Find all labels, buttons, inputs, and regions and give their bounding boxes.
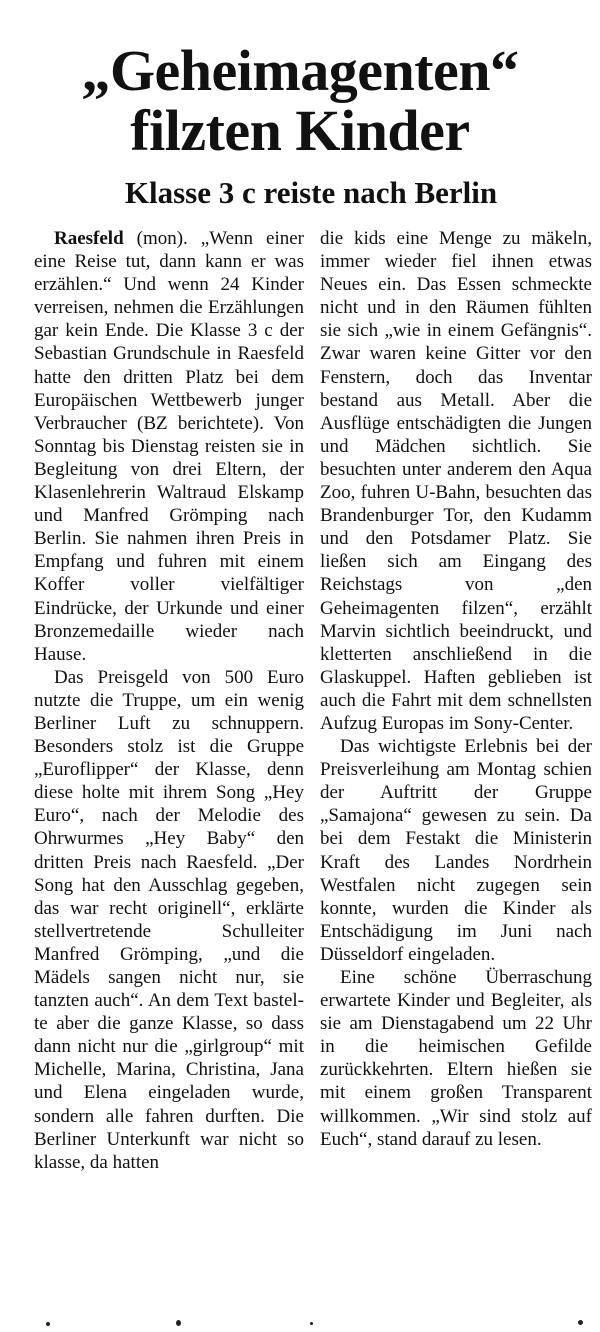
paragraph-intro — [34, 227, 304, 666]
article-column-right — [320, 227, 592, 1151]
scan-artifacts — [0, 1316, 600, 1332]
scan-dot — [46, 1322, 50, 1326]
dateline: Raesfeld — [54, 228, 124, 249]
paragraph-homecoming: Eine schöne Überraschung erwartete Kinder und Begleiter, als sie am Dienstagabend um 22 Uhr in die heimischen Gefilde zurückkehrten. Eltern hießen sie mit einem großen Transparent willkommen. „Wir sind stolz auf Euch“, stand darauf zu lesen. — [320, 967, 592, 1150]
paragraph-accommodation: die kids eine Menge zu mäkeln, immer wieder fiel ihnen etwas Neues ein. Das Essen schmeckte nicht und in den Räumen fühlten sie sich „wie in einem Gefängnis“. Zwar waren keine Gitter vor den Fenstern, doch das Inventar bestand aus Metall. Aber die Ausflüge entschädigten die Jungen und Mädchen sichtlich. Sie besuchten unter anderem den Aqua Zoo, fuhren U-Bahn, besuchten das Brandenburger Tor, den Kudamm und den Potsdamer Platz. Sie ließen sich am Eingang des Reichstags von „den Geheimagenten filzen“, erzählt Marvin sichtlich beeindruckt, und kletterten anschließend in die Glaskuppel. Haften geblieben ist auch die Fahrt mit dem schnellsten Aufzug Europas im Sony-Center. — [320, 228, 592, 734]
headline-line-1: „Geheimagenten“ — [81, 38, 519, 103]
headline-line-2: filzten Kinder — [130, 98, 470, 163]
paragraph-prize-money: Das Preisgeld von 500 Euro nutzte die Truppe, um ein wenig Berliner Luft zu schnuppern. Besonders stolz ist die Gruppe „Euroflipper“ der Klasse, denn diese holte mit ihrem Song „Hey Euro“, nach der Melodie des Ohrwurmes „Hey Baby“ den dritten Preis nach Raesfeld. „Der Song hat den Ausschlag gegeben, das war recht originell“, erklärte stellvertretende Schulleiter Manfred Grömping, „und die Mädels sangen nicht nur, sie tanzten auch“. An dem Text bastelte aber die ganze Klasse, so dass dann nicht nur die „girlgroup“ mit Michelle, Marina, Christina, Jana und Elena eingeladen wurde, sondern alle fahren durften. Die Berliner Unterkunft war nicht so klasse, da hatten — [34, 666, 304, 1173]
subheadline: Klasse 3 c reiste nach Berlin — [124, 175, 498, 210]
scan-dot — [578, 1320, 583, 1325]
scan-dot — [176, 1320, 181, 1326]
paragraph-award-ceremony: Das wichtigste Erlebnis bei der Preisverleihung am Montag schien der Auftritt der Gruppe „Samajona“ gewesen zu sein. Da bei dem Festakt die Ministerin Kraft des Landes Nordrhein Westfalen nicht zugegen sein konnte, wurden die Kinder als Entschädigung im Juni nach Düsseldorf eingeladen. — [320, 736, 592, 965]
paragraph-intro-text: (mon). „Wenn einer eine Reise tut, dann kann er was erzählen.“ Und wenn 24 Kinder verreisen, nehmen die Erzählungen gar kein Ende. Die Klasse 3 c der Sebastian Grundschule in Raesfeld hatte den dritten Platz bei dem Europäischen Wettbewerb junger Verbraucher (BZ berichtete). Von Sonntag bis Dienstag reisten sie in Begleitung von drei Eltern, der Klasenlehrerin Waltraud Elskamp und Manfred Grömping nach Berlin. Sie nahmen ihren Preis in Empfang und fuhren mit einem Koffer voller vielfältiger Eindrücke, der Urkunde und einer Bronzemedaille wieder nach Hause. — [34, 228, 304, 665]
scan-dot — [310, 1322, 313, 1325]
article-column-left — [34, 227, 304, 1174]
